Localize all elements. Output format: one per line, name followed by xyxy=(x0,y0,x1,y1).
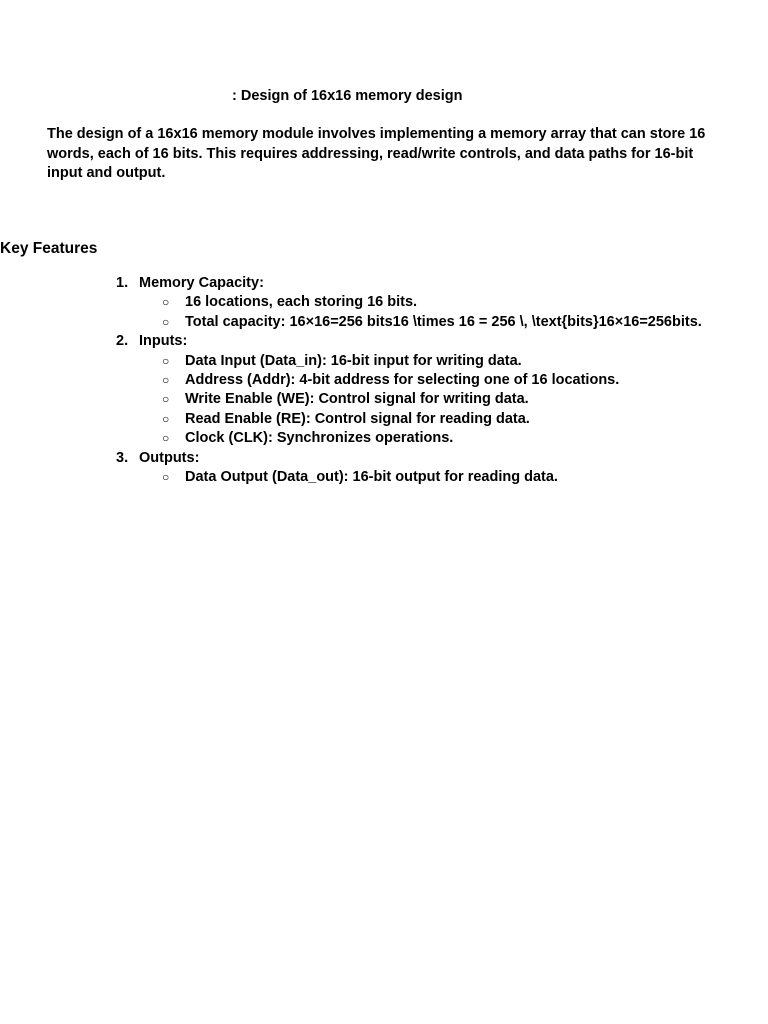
list-item-text: Total capacity: 16×16=256 bits16 \times 16 = 256 \, \text{bits}16×16=256bits. xyxy=(185,313,702,330)
list-item-text: Write Enable (WE): Control signal for writing data. xyxy=(185,391,529,408)
list-item xyxy=(0,293,768,312)
feature-heading xyxy=(0,332,768,351)
page-title: : Design of 16x16 memory design xyxy=(232,88,463,104)
circle-bullet-icon: ○ xyxy=(162,295,170,310)
circle-bullet-icon: ○ xyxy=(162,392,170,407)
feature-label: Inputs: xyxy=(139,333,188,350)
list-item xyxy=(0,468,768,487)
list-item xyxy=(0,371,768,390)
list-item-text: 16 locations, each storing 16 bits. xyxy=(185,294,418,311)
feature-number: 1. xyxy=(116,275,129,291)
section-heading: Key Features xyxy=(0,240,98,257)
list-item xyxy=(0,313,768,332)
feature-heading xyxy=(0,449,768,468)
list-item xyxy=(0,390,768,409)
list-item xyxy=(0,429,768,448)
list-item xyxy=(0,410,768,429)
circle-bullet-icon: ○ xyxy=(162,314,170,329)
feature-item xyxy=(0,332,768,448)
feature-item xyxy=(0,274,768,332)
feature-label: Outputs: xyxy=(139,449,200,466)
feature-heading xyxy=(0,274,768,293)
list-item-text: Clock (CLK): Synchronizes operations. xyxy=(185,430,454,447)
circle-bullet-icon: ○ xyxy=(162,431,170,446)
list-item xyxy=(0,352,768,371)
list-item-text: Data Output (Data_out): 16-bit output for reading data. xyxy=(185,468,558,485)
circle-bullet-icon: ○ xyxy=(162,353,170,368)
feature-list xyxy=(0,274,768,487)
list-item-text: Data Input (Data_in): 16-bit input for writing data. xyxy=(185,352,522,369)
feature-item xyxy=(0,449,768,488)
circle-bullet-icon: ○ xyxy=(162,411,170,426)
list-item-text: Address (Addr): 4-bit address for selecting one of 16 locations. xyxy=(185,371,620,388)
list-item-text: Read Enable (RE): Control signal for reading data. xyxy=(185,410,530,427)
circle-bullet-icon: ○ xyxy=(162,372,170,387)
feature-number: 2. xyxy=(116,333,129,350)
feature-number: 3. xyxy=(116,449,129,466)
feature-label: Memory Capacity: xyxy=(139,275,264,291)
circle-bullet-icon: ○ xyxy=(162,469,170,484)
intro-paragraph: The design of a 16x16 memory module involves implementing a memory array that can store 16 words, each of 16 bits. This requires addressing, read/write controls, and data paths for 16-bit input and output. xyxy=(47,126,706,181)
